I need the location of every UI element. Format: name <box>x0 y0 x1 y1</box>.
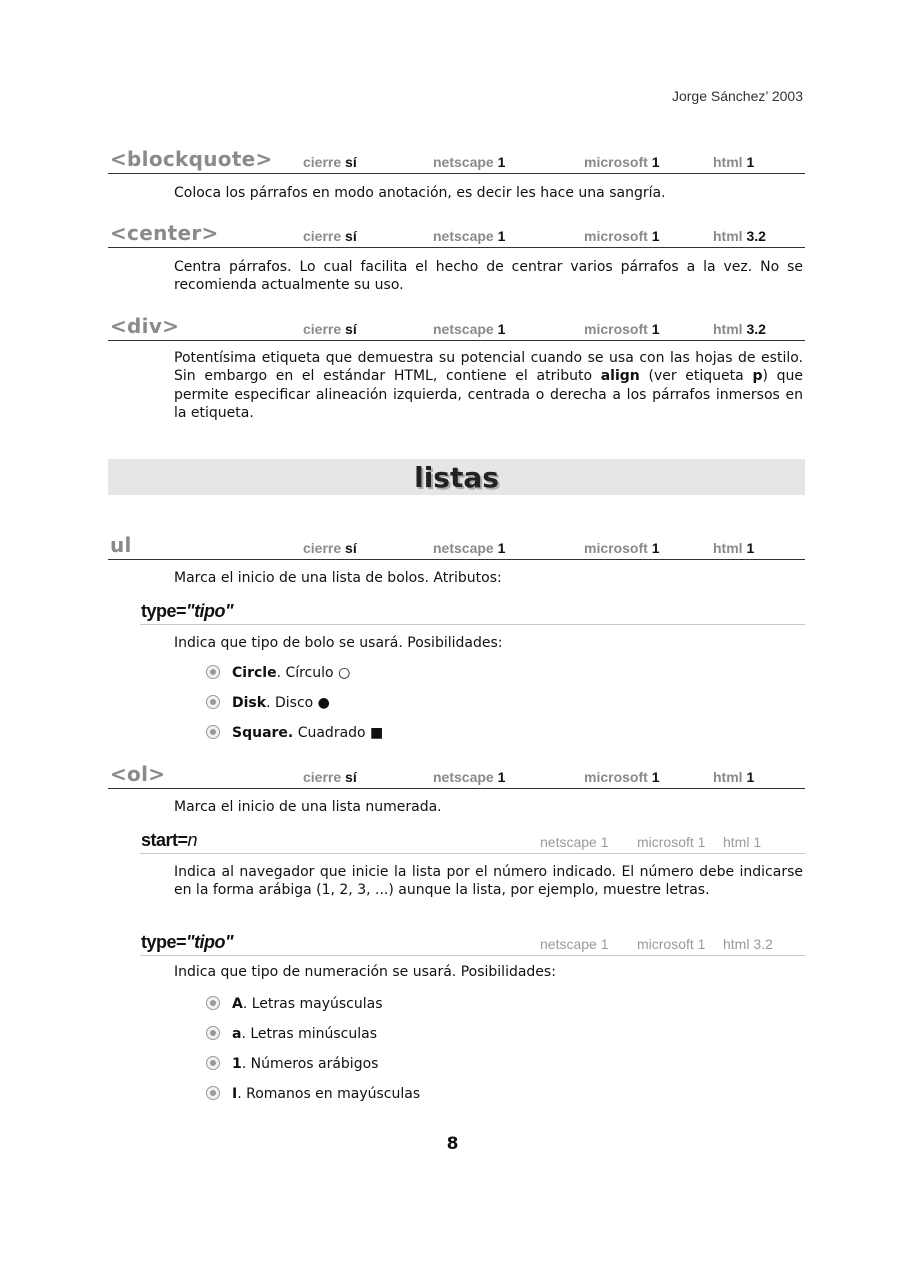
microsoft: microsoft 1 <box>584 769 660 785</box>
section-title-band <box>108 459 805 495</box>
attribute-name: start=n <box>141 830 198 850</box>
radio-bullet-icon <box>206 1086 220 1100</box>
radio-bullet-icon <box>206 1056 220 1070</box>
tag-header-ol <box>108 762 805 789</box>
cierre: cierre sí <box>303 321 357 337</box>
tag-name: ul <box>110 533 132 557</box>
tag-description: Marca el inicio de una lista de bolos. Atributos: <box>174 570 502 586</box>
netscape: netscape 1 <box>433 154 506 170</box>
tag-header-ul <box>108 533 805 560</box>
html-version: html 3.2 <box>723 936 773 952</box>
netscape: netscape 1 <box>540 936 609 952</box>
tag-name: <div> <box>110 314 180 338</box>
tag-description: Potentísima etiqueta que demuestra su potencial cuando se usa con las hojas de estilo. Sin embargo en el estándar HTML, contiene el atributo align (ver etiqueta p) que permite especificar alineación izquierda, centrada o derecha a los párrafos inmersos en la etiqueta. <box>174 350 804 421</box>
tag-name: <center> <box>110 221 219 245</box>
html-version: html 3.2 <box>713 321 766 337</box>
attribute-name: type="tipo" <box>141 932 234 952</box>
radio-bullet-icon <box>206 1026 220 1040</box>
page-number: 8 <box>446 1134 459 1154</box>
cierre: cierre sí <box>303 228 357 244</box>
tag-header-div <box>108 314 805 341</box>
section-title: listas <box>414 461 499 494</box>
tag-header-center <box>108 221 805 248</box>
netscape: netscape 1 <box>433 321 506 337</box>
microsoft: microsoft 1 <box>584 321 660 337</box>
microsoft: microsoft 1 <box>584 228 660 244</box>
html-version: html 1 <box>713 540 755 556</box>
cierre: cierre sí <box>303 769 357 785</box>
attribute-description: Indica al navegador que inicie la lista por el número indicado. El número debe indicarse en la forma arábiga (1, 2, 3, ...) aunque la lista, por ejemplo, muestre letras. <box>174 864 803 899</box>
microsoft: microsoft 1 <box>637 834 706 850</box>
tag-name: <blockquote> <box>110 147 273 171</box>
tag-name: <ol> <box>110 762 166 786</box>
running-header: Jorge Sánchez’ 2003 <box>671 88 803 104</box>
attribute-header-ol-type <box>140 931 805 956</box>
netscape: netscape 1 <box>433 769 506 785</box>
tag-description: Centra párrafos. Lo cual facilita el hecho de centrar varios párrafos a la vez. No se recomienda actualmente su uso. <box>174 259 803 294</box>
microsoft: microsoft 1 <box>584 540 660 556</box>
html-version: html 1 <box>713 154 755 170</box>
radio-bullet-icon <box>206 996 220 1010</box>
html-version: html 1 <box>713 769 755 785</box>
microsoft: microsoft 1 <box>637 936 706 952</box>
radio-bullet-icon <box>206 695 220 709</box>
microsoft: microsoft 1 <box>584 154 660 170</box>
radio-bullet-icon <box>206 725 220 739</box>
attribute-header-ul-type <box>140 600 805 625</box>
html-version: html 1 <box>723 834 762 850</box>
tag-description: Marca el inicio de una lista numerada. <box>174 799 442 815</box>
netscape: netscape 1 <box>433 540 506 556</box>
attribute-description: Indica que tipo de numeración se usará. Posibilidades: <box>174 964 556 980</box>
attribute-header-ol-start <box>140 829 805 854</box>
netscape: netscape 1 <box>433 228 506 244</box>
attribute-name: type="tipo" <box>141 601 234 621</box>
radio-bullet-icon <box>206 665 220 679</box>
html-version: html 3.2 <box>713 228 766 244</box>
cierre: cierre sí <box>303 540 357 556</box>
netscape: netscape 1 <box>540 834 609 850</box>
tag-description: Coloca los párrafos en modo anotación, es decir les hace una sangría. <box>174 185 666 201</box>
attribute-description: Indica que tipo de bolo se usará. Posibilidades: <box>174 635 503 651</box>
cierre: cierre sí <box>303 154 357 170</box>
tag-header-blockquote <box>108 147 805 174</box>
